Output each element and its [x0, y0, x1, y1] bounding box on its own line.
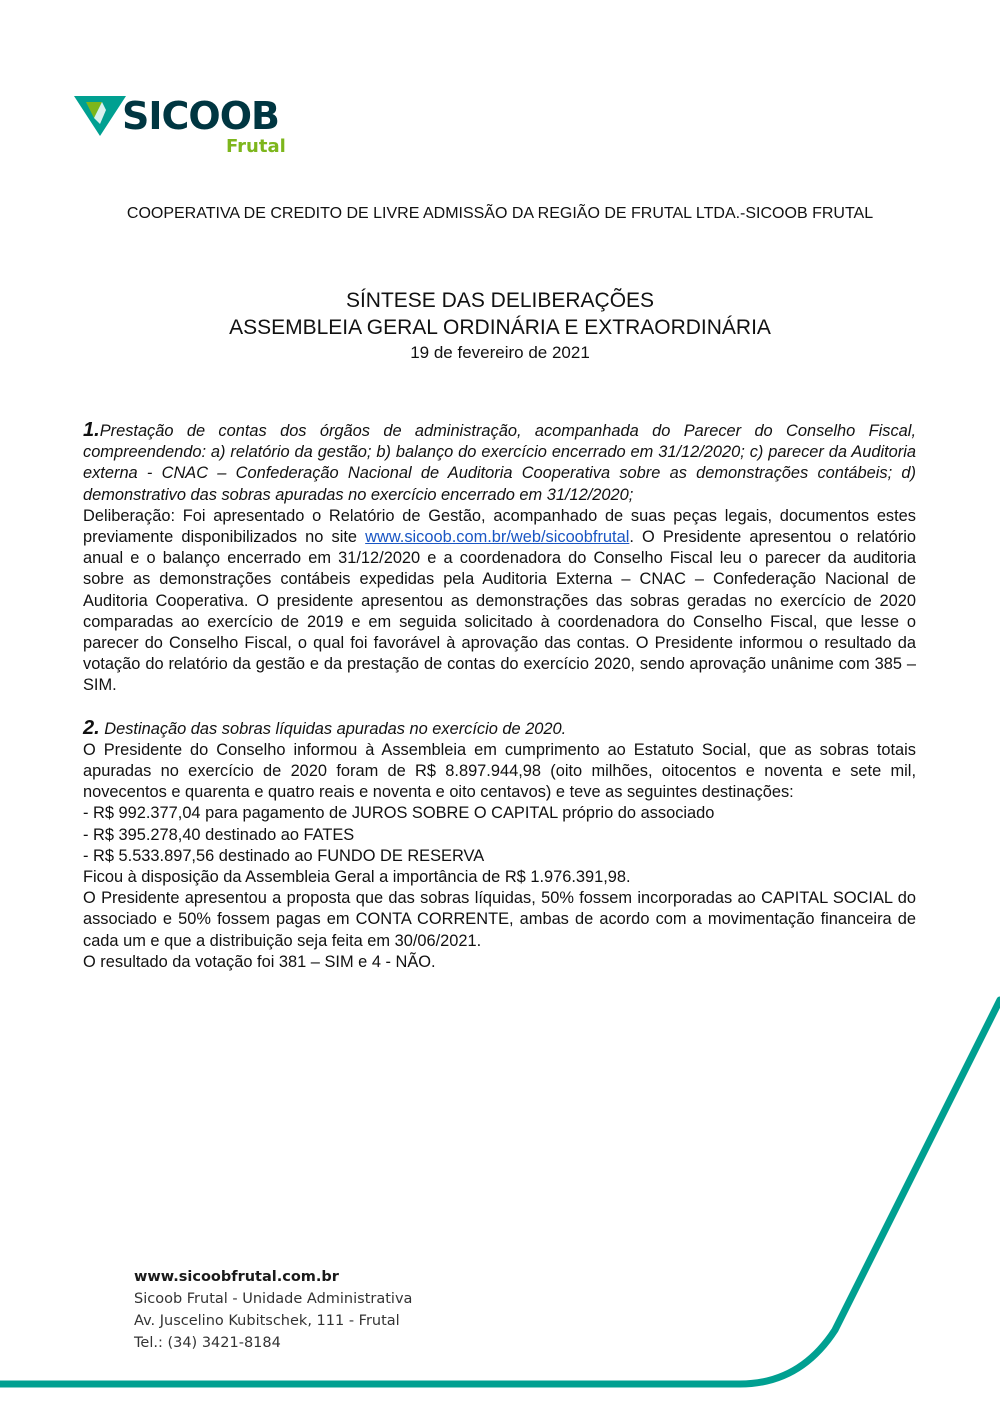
footer-website[interactable]: www.sicoobfrutal.com.br [134, 1269, 339, 1285]
sicoob-logo-mark-icon [72, 92, 128, 140]
footer-unit: Sicoob Frutal - Unidade Administrativa [134, 1291, 413, 1307]
cooperative-name: COOPERATIVA DE CREDITO DE LIVRE ADMISSÃO DA REGIÃO DE FRUTAL LTDA.-SICOOB FRUTAL [126, 205, 874, 222]
document-date: 19 de fevereiro de 2021 [410, 343, 590, 362]
item-2-number: 2. [83, 716, 100, 739]
destination-line: - R$ 395.278,40 destinado ao FATES [83, 825, 355, 844]
document-subtitle: ASSEMBLEIA GERAL ORDINÁRIA E EXTRAORDINÁRIA [229, 316, 771, 339]
item-2-intro: O Presidente do Conselho informou à Assembleia em cumprimento ao Estatuto Social, que as sobras totais apuradas no exercício de 2020 foram de R$ 8.897.944,98 (oito milhões, oitocentos e noventa e sete mil, novecentos e quarenta e quatro reais e noventa e oito centavos) e teve as seguintes destinações: [83, 740, 916, 802]
destination-line: - R$ 992.377,04 para pagamento de JUROS SOBRE O CAPITAL próprio do associado [83, 804, 715, 823]
item-1-deliberation: Deliberação: Foi apresentado o Relatório de Gestão, acompanhado de suas peças legais, documentos estes previamente disponibilizados no site www.sicoob.com.br/web/sicoobfrutal. O Presidente apresentou o relatório anual e o balanço encerrado em 31/12/2020 e a coordenadora do Conselho Fiscal leu o parecer da auditoria sobre as demonstrações contábeis expedidas pela Auditoria Externa – CNAC – Confederação Nacional de Auditoria Cooperativa. O presidente apresentou as demonstrações das sobras geradas no exercício de 2020 comparadas ao exercício de 2019 e em seguida solicitado à coordenadora do Conselho Fiscal, que lesse o parecer do Conselho Fiscal, o qual foi favorável à aprovação das contas. O Presidente informou o resultado da votação do relatório da gestão e da prestação de contas do exercício 2020, sendo aprovação unânime com 385 – SIM. [83, 506, 917, 695]
document-body [83, 420, 916, 973]
item-1-number: 1. [83, 419, 100, 441]
footer-contact [134, 1266, 412, 1354]
footer-address: Av. Juscelino Kubitschek, 111 - Frutal [134, 1313, 400, 1329]
vote-result: O resultado da votação foi 381 – SIM e 4 - NÃO. [83, 952, 436, 971]
item-2-title: Destinação das sobras líquidas apuradas no exercício de 2020. [99, 719, 567, 738]
item-2-heading [83, 718, 916, 740]
item-1-title: Prestação de contas dos órgãos de administração, acompanhada do Parecer do Conselho Fiscal, compreendendo: a) relatório da gestão; b) balanço do exercício encerrado em 31/12/2020; c) parecer da Auditoria externa - CNAC – Confederação Nacional de Auditoria Cooperativa sobre as demonstrações contábeis; d) demonstrativo das sobras apuradas no exercício encerrado em 31/12/2020; [83, 422, 916, 504]
proposal-text: O Presidente apresentou a proposta que das sobras líquidas, 50% fossem incorporadas ao CAPITAL SOCIAL do associado e 50% fossem pagas em CONTA CORRENTE, ambas de acordo com a movimentação financeira de cada um e que a distribuição seja feita em 30/06/2021. [83, 889, 916, 950]
sicoob-website-link[interactable]: www.sicoob.com.br/web/sicoobfrutal [365, 528, 630, 547]
sicoob-logo [72, 92, 292, 162]
footer-phone: Tel.: (34) 3421-8184 [134, 1335, 281, 1351]
logo-name: SICOOB [122, 94, 279, 138]
item-1-heading [83, 420, 916, 506]
remaining-amount: Ficou à disposição da Assembleia Geral a importância de R$ 1.976.391,98. [83, 868, 631, 887]
destination-line: - R$ 5.533.897,56 destinado ao FUNDO DE RESERVA [83, 846, 485, 865]
document-title: SÍNTESE DAS DELIBERAÇÕES [345, 289, 655, 312]
document-title-block [80, 287, 920, 365]
logo-subtitle: Frutal [226, 136, 286, 157]
